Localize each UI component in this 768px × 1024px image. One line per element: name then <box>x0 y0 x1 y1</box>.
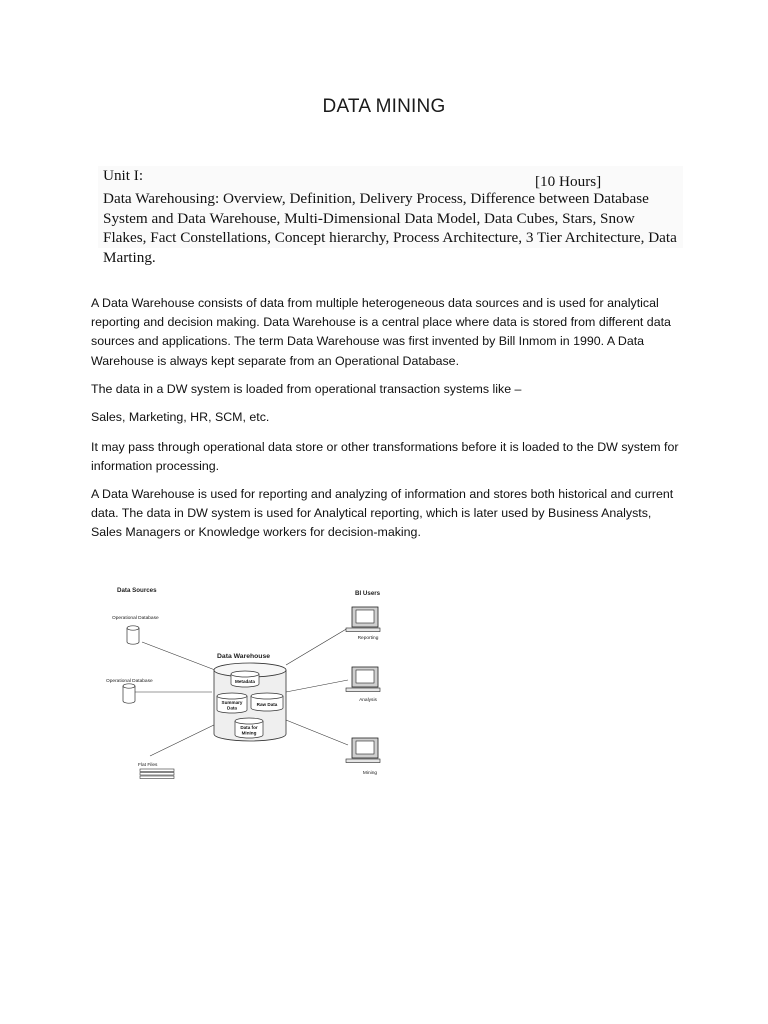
summary-label-line1: Summary <box>221 700 243 705</box>
paragraph: Sales, Marketing, HR, SCM, etc. <box>91 410 270 424</box>
user-1-label: Reporting <box>357 636 379 641</box>
paragraph-definition <box>91 294 681 371</box>
paragraph: A Data Warehouse consists of data from multiple heterogeneous data sources and is used for analytical reporting and decision making. Data Warehouse is a central place where data is stored from different data sources and applications. The term Data Warehouse was first invented by Bill Inmom in 1990. A Data Warehouse is always kept separate from an Operational Database. <box>91 296 671 368</box>
computer-icon <box>346 607 380 632</box>
computer-icon <box>346 738 380 763</box>
page-title: DATA MINING <box>322 96 446 117</box>
raw-data-label: Raw Data <box>256 702 278 707</box>
data-warehouse-diagram <box>100 580 400 785</box>
syllabus-hours: [10 Hours] <box>535 173 602 190</box>
mining-data-label-line2: Mining <box>241 730 257 736</box>
user-2-label: Analysis <box>359 698 377 703</box>
paragraph: The data in a DW system is loaded from operational transaction systems like – <box>91 382 522 396</box>
paragraph-processing <box>91 438 681 476</box>
summary-label-line2: Data <box>227 705 237 711</box>
operational-database-icon <box>127 626 139 644</box>
computer-icon <box>346 667 380 692</box>
bi-users-heading: BI Users <box>355 590 381 597</box>
metadata-label: Metadata <box>235 679 255 684</box>
flat-files-icon <box>140 769 174 779</box>
paragraph-loading <box>91 380 681 399</box>
user-3-label: Mining <box>362 771 378 776</box>
source-3-label: Flat Files <box>138 763 158 768</box>
operational-database-icon <box>123 684 135 703</box>
syllabus-excerpt <box>98 166 683 266</box>
warehouse-heading: Data Warehouse <box>217 653 271 660</box>
paragraph-usage <box>91 485 681 543</box>
paragraph-systems-list <box>91 408 681 427</box>
paragraph: A Data Warehouse is used for reporting and analyzing of information and stores both historical and current data. The data in DW system is used for Analytical reporting, which is later used by Business Analysts, Sales Managers or Knowledge workers for decision-making. <box>91 487 674 540</box>
syllabus-description: Data Warehousing: Overview, Definition, Delivery Process, Difference between Database System and Data Warehouse, Multi-Dimensional Data Model, Data Cubes, Stars, Snow Flakes, Fact Constellations, Concept hierarchy, Process Architecture, 3 Tier Architecture, Data Marting. <box>103 190 677 266</box>
source-1-label: Operational Database <box>112 616 159 621</box>
source-2-label: Operational Database <box>106 679 153 684</box>
data-sources-heading: Data Sources <box>117 587 157 594</box>
mining-data-label-line1: Data for <box>240 725 258 730</box>
paragraph: It may pass through operational data store or other transformations before it is loaded to the DW system for information processing. <box>91 440 679 474</box>
syllabus-unit: Unit I: <box>103 167 144 184</box>
